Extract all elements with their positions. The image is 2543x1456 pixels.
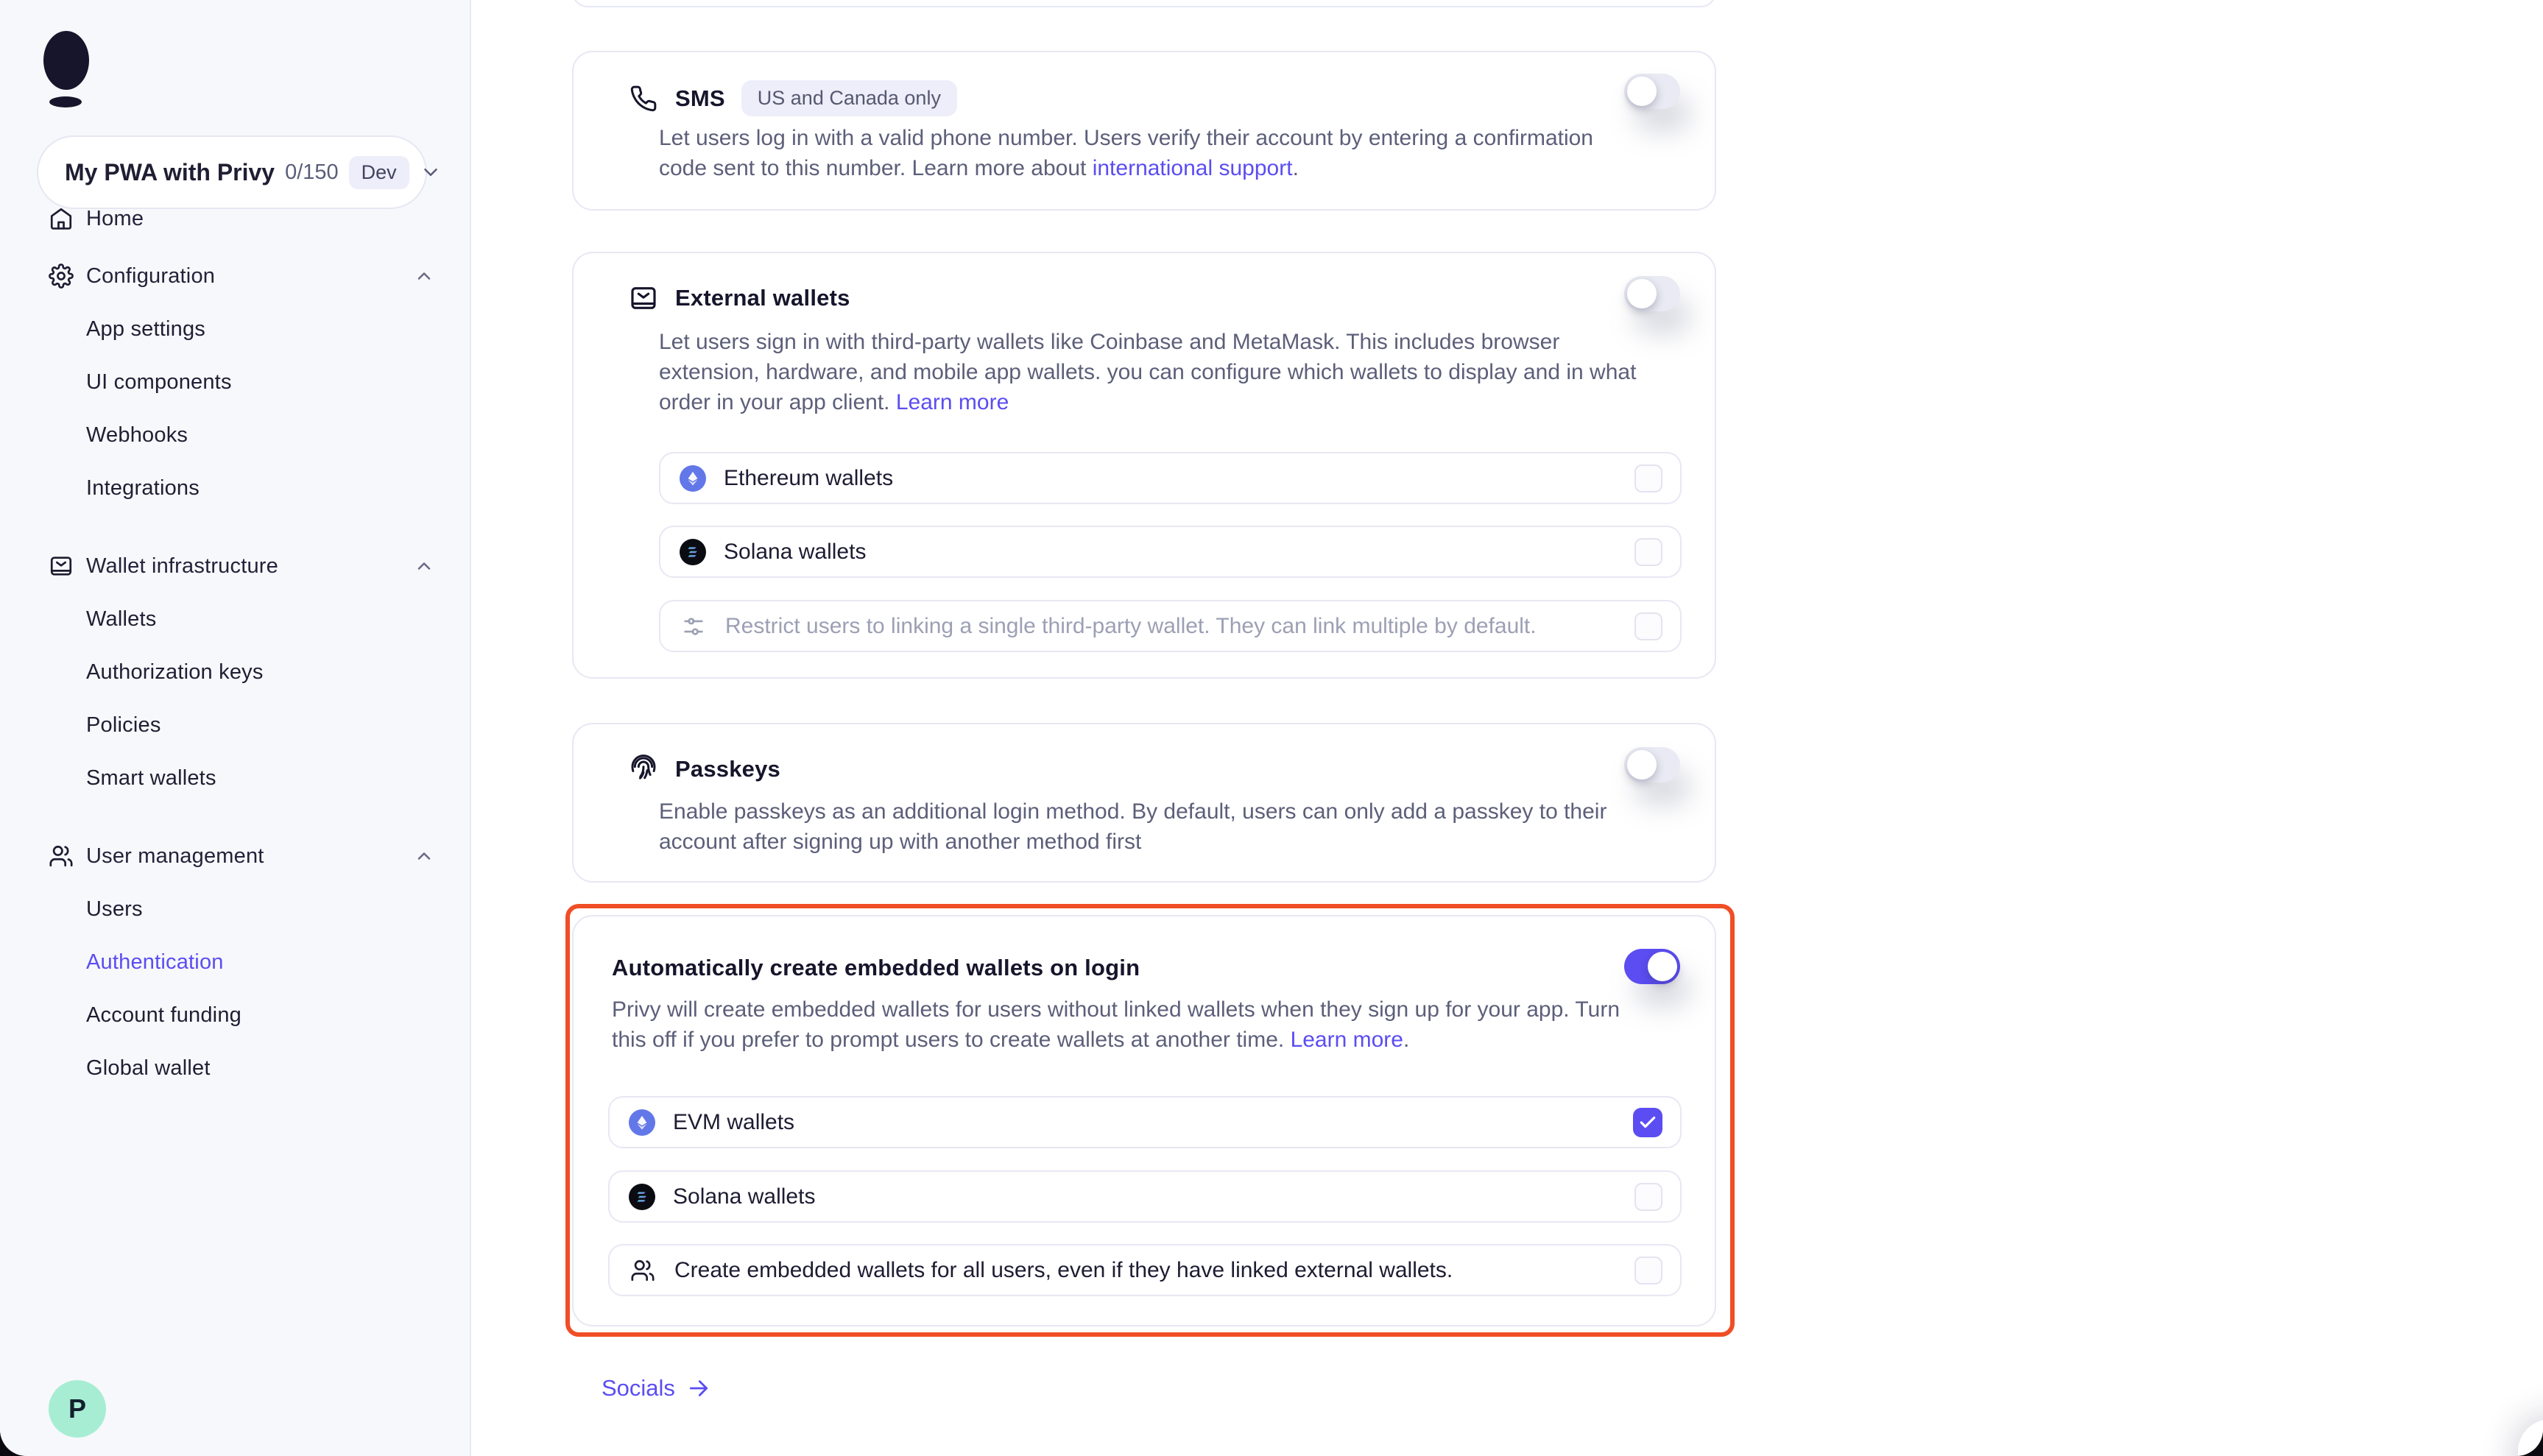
sidebar-item-integrations[interactable]: Integrations (86, 476, 200, 500)
sidebar-nav (0, 192, 470, 1095)
card-title: External wallets (675, 285, 850, 311)
external-wallets-toggle[interactable] (1624, 276, 1680, 311)
sidebar-item-home[interactable] (0, 192, 470, 245)
row-label: Create embedded wallets for all users, even if they have linked external wallets. (674, 1257, 1453, 1282)
restrict-single-wallet-row[interactable] (659, 600, 1682, 652)
wallet-icon (628, 283, 659, 314)
sidebar-item-authentication[interactable]: Authentication (86, 950, 224, 974)
row-label: Solana wallets (724, 539, 867, 564)
passkeys-toggle[interactable] (1624, 747, 1680, 782)
sidebar-item-label: Home (86, 206, 144, 230)
home-icon (47, 205, 75, 233)
sidebar-item-ui-components[interactable]: UI components (86, 370, 232, 394)
phone-icon (628, 83, 659, 114)
ethereum-wallets-checkbox[interactable] (1634, 464, 1662, 492)
privy-logo (43, 31, 89, 90)
sidebar-item-wallets[interactable]: Wallets (86, 607, 157, 631)
fingerprint-icon (628, 754, 659, 785)
chevron-up-icon[interactable] (414, 846, 434, 866)
international-support-link[interactable]: international support (1092, 156, 1293, 180)
sidebar-item-label: Wallet infrastructure (86, 554, 278, 578)
arrow-right-icon (687, 1377, 710, 1400)
learn-more-link[interactable]: Learn more (1290, 1028, 1403, 1052)
solana-icon (629, 1184, 655, 1210)
env-badge: Dev (349, 156, 409, 189)
sidebar-item-label: Configuration (86, 264, 216, 288)
embedded-wallets-description: Privy will create embedded wallets for users without linked wallets when they sign up for your app. Turn this off if you prefer to prompt users to create wallets at another time. Learn more. (612, 997, 1620, 1052)
restrict-single-wallet-checkbox[interactable] (1634, 612, 1662, 640)
ethereum-wallets-row[interactable] (659, 452, 1682, 504)
row-label: EVM wallets (673, 1109, 795, 1134)
embedded-wallets-toggle[interactable] (1624, 949, 1680, 984)
sms-description: Let users log in with a valid phone number. Users verify their account by entering a confirmation code sent to this number. Learn more about international support. (659, 126, 1593, 180)
users-icon (629, 1257, 657, 1284)
evm-wallets-row[interactable] (608, 1096, 1682, 1148)
sidebar-item-wallet-infrastructure[interactable] (0, 540, 470, 593)
chevron-up-icon[interactable] (414, 266, 434, 286)
ethereum-icon (629, 1109, 655, 1136)
sidebar-item-configuration[interactable] (0, 250, 470, 303)
sidebar-item-policies[interactable]: Policies (86, 713, 161, 737)
sms-card (572, 51, 1716, 211)
sidebar (0, 0, 471, 1456)
card-title: Automatically create embedded wallets on login (612, 955, 1140, 980)
sidebar-item-authorization-keys[interactable]: Authorization keys (86, 660, 264, 684)
chevron-up-icon[interactable] (414, 556, 434, 576)
sms-region-badge: US and Canada only (741, 80, 957, 116)
sms-toggle[interactable] (1624, 74, 1680, 109)
user-avatar[interactable]: P (49, 1380, 106, 1438)
socials-link[interactable] (602, 1375, 710, 1402)
learn-more-link[interactable]: Learn more (895, 390, 1009, 414)
sliders-icon (680, 612, 708, 640)
card-title: Passkeys (675, 756, 780, 782)
privy-logo-base (49, 96, 82, 107)
sidebar-item-users[interactable]: Users (86, 897, 143, 921)
previous-card-edge (572, 0, 1716, 7)
socials-label: Socials (602, 1375, 675, 1401)
sidebar-item-webhooks[interactable]: Webhooks (86, 423, 188, 447)
card-title: SMS (675, 85, 725, 111)
ethereum-icon (680, 465, 706, 492)
external-wallets-card (572, 252, 1716, 679)
floating-widget[interactable] (2518, 1419, 2543, 1456)
create-all-users-row[interactable] (608, 1244, 1682, 1296)
sidebar-item-smart-wallets[interactable]: Smart wallets (86, 766, 216, 790)
sidebar-item-account-funding[interactable]: Account funding (86, 1003, 241, 1027)
passkeys-description: Enable passkeys as an additional login method. By default, users can only add a passkey to their account after signing up with another method first (659, 799, 1607, 854)
evm-wallets-checkbox[interactable] (1633, 1108, 1662, 1137)
gear-icon (47, 262, 75, 290)
solana-wallets-checkbox[interactable] (1634, 538, 1662, 566)
sidebar-item-global-wallet[interactable]: Global wallet (86, 1056, 211, 1080)
embedded-wallets-card (572, 915, 1716, 1326)
solana-icon (680, 539, 706, 565)
sidebar-item-user-management[interactable] (0, 830, 470, 883)
app-name: My PWA with Privy (65, 158, 275, 185)
sidebar-item-label: User management (86, 844, 264, 868)
wallet-icon (47, 552, 75, 580)
solana-wallets-row[interactable] (659, 526, 1682, 578)
passkeys-card (572, 723, 1716, 883)
external-wallets-description: Let users sign in with third-party wallets like Coinbase and MetaMask. This includes browser extension, hardware, and mobile app wallets. you can configure which wallets to display and in what order in your app client. Learn more (659, 330, 1637, 414)
sidebar-item-app-settings[interactable]: App settings (86, 317, 205, 341)
row-label: Restrict users to linking a single third-party wallet. They can link multiple by default. (725, 613, 1537, 638)
row-label: Ethereum wallets (724, 465, 894, 490)
create-all-users-checkbox[interactable] (1634, 1257, 1662, 1284)
row-label: Solana wallets (673, 1184, 816, 1209)
solana-wallets-checkbox[interactable] (1634, 1183, 1662, 1211)
solana-wallets-row[interactable] (608, 1170, 1682, 1223)
app-quota: 0/150 (285, 160, 339, 184)
chevron-down-icon (420, 161, 442, 183)
users-icon (47, 842, 75, 870)
